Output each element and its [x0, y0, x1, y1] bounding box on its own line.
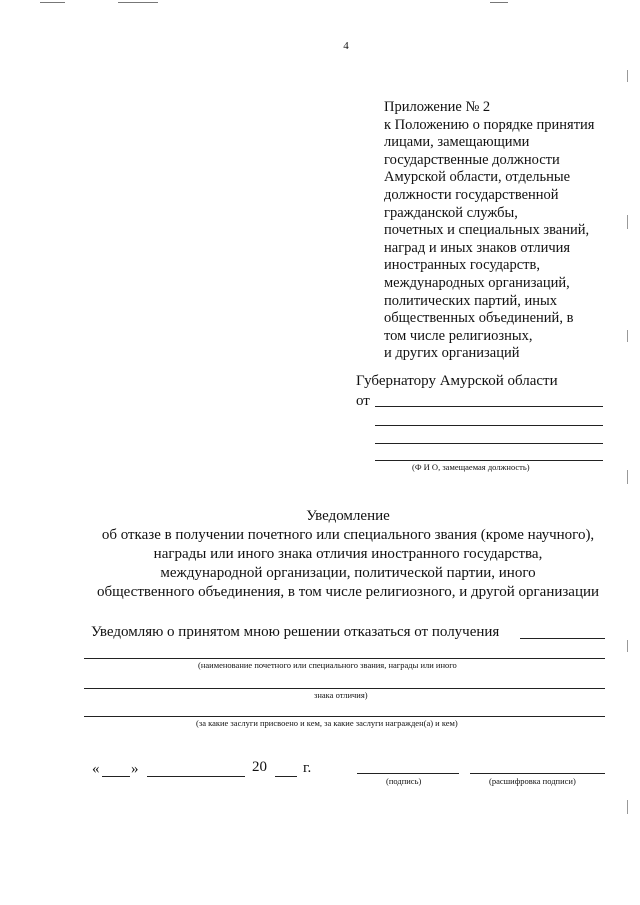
scan-top-mark	[40, 2, 65, 3]
date-year-suffix: г.	[303, 760, 312, 776]
award-name-caption-2: знака отличия)	[314, 690, 368, 700]
annex-line: общественных объединений, в	[384, 310, 574, 327]
scan-edge-mark	[627, 640, 628, 652]
date-year-prefix: 20	[252, 759, 267, 775]
notice-subtitle	[0, 526, 640, 602]
body-fill-line[interactable]	[520, 638, 605, 639]
annex-line: международных организаций,	[384, 274, 570, 291]
scan-edge-mark	[627, 70, 628, 82]
addressee-from-label: от	[356, 393, 370, 409]
date-year-line[interactable]	[275, 776, 297, 777]
annex-heading	[384, 99, 634, 363]
addressee-to: Губернатору Амурской области	[356, 373, 558, 389]
annex-line: должности государственной	[384, 186, 559, 203]
date-day-line[interactable]	[102, 776, 130, 777]
merit-caption: (за какие заслуги присвоено и кем, за какие заслуги награжден(а) и кем)	[196, 718, 458, 728]
subtitle-line: об отказе в получении почетного или специального звания (кроме научного),	[101, 527, 595, 543]
scan-edge-mark	[627, 470, 628, 484]
annex-line: государственные должности	[384, 151, 560, 168]
annex-line: и других организаций	[384, 345, 520, 362]
annex-line: Амурской области, отдельные	[384, 169, 571, 186]
scan-top-mark	[118, 2, 158, 3]
award-name-line[interactable]	[84, 658, 605, 659]
annex-line: Приложение № 2	[384, 99, 491, 115]
date-month-line[interactable]	[147, 776, 245, 777]
notice-body: Уведомляю о принятом мною решении отказаться от получения	[91, 624, 500, 640]
subtitle-line: международной организации, политической партии, иного	[160, 565, 536, 581]
annex-line: гражданской службы,	[384, 204, 518, 221]
page-number: 4	[343, 40, 349, 52]
from-line-3[interactable]	[375, 443, 603, 444]
scan-top-mark	[490, 2, 508, 3]
signature-decode-line[interactable]	[470, 773, 605, 774]
date-close-quote: »	[131, 761, 139, 777]
merit-line[interactable]	[84, 716, 605, 717]
signature-line[interactable]	[357, 773, 459, 774]
notice-title: Уведомление	[306, 508, 390, 524]
signature-decode-caption: (расшифровка подписи)	[489, 776, 576, 786]
from-line-4[interactable]	[375, 460, 603, 461]
annex-line: почетных и специальных званий,	[384, 222, 590, 239]
subtitle-line: общественного объединения, в том числе религиозного, и другой организации	[96, 584, 600, 600]
subtitle-line: награды или иного знака отличия иностранного государства,	[153, 546, 543, 562]
scan-edge-mark	[627, 800, 628, 814]
annex-line: политических партий, иных	[384, 292, 557, 309]
annex-line: лицами, замещающими	[384, 134, 530, 151]
award-name-line-2[interactable]	[84, 688, 605, 689]
from-line-2[interactable]	[375, 425, 603, 426]
signature-caption: (подпись)	[386, 776, 422, 786]
annex-line: наград и иных знаков отличия	[384, 239, 571, 256]
date-open-quote: «	[92, 761, 100, 777]
annex-line: к Положению о порядке принятия	[384, 116, 595, 133]
from-name-line[interactable]	[375, 406, 603, 407]
annex-line: иностранных государств,	[384, 257, 540, 274]
from-caption: (Ф И О, замещаемая должность)	[412, 462, 530, 472]
annex-line: том числе религиозных,	[384, 327, 533, 344]
award-name-caption: (наименование почетного или специального звания, награды или иного	[198, 660, 457, 670]
